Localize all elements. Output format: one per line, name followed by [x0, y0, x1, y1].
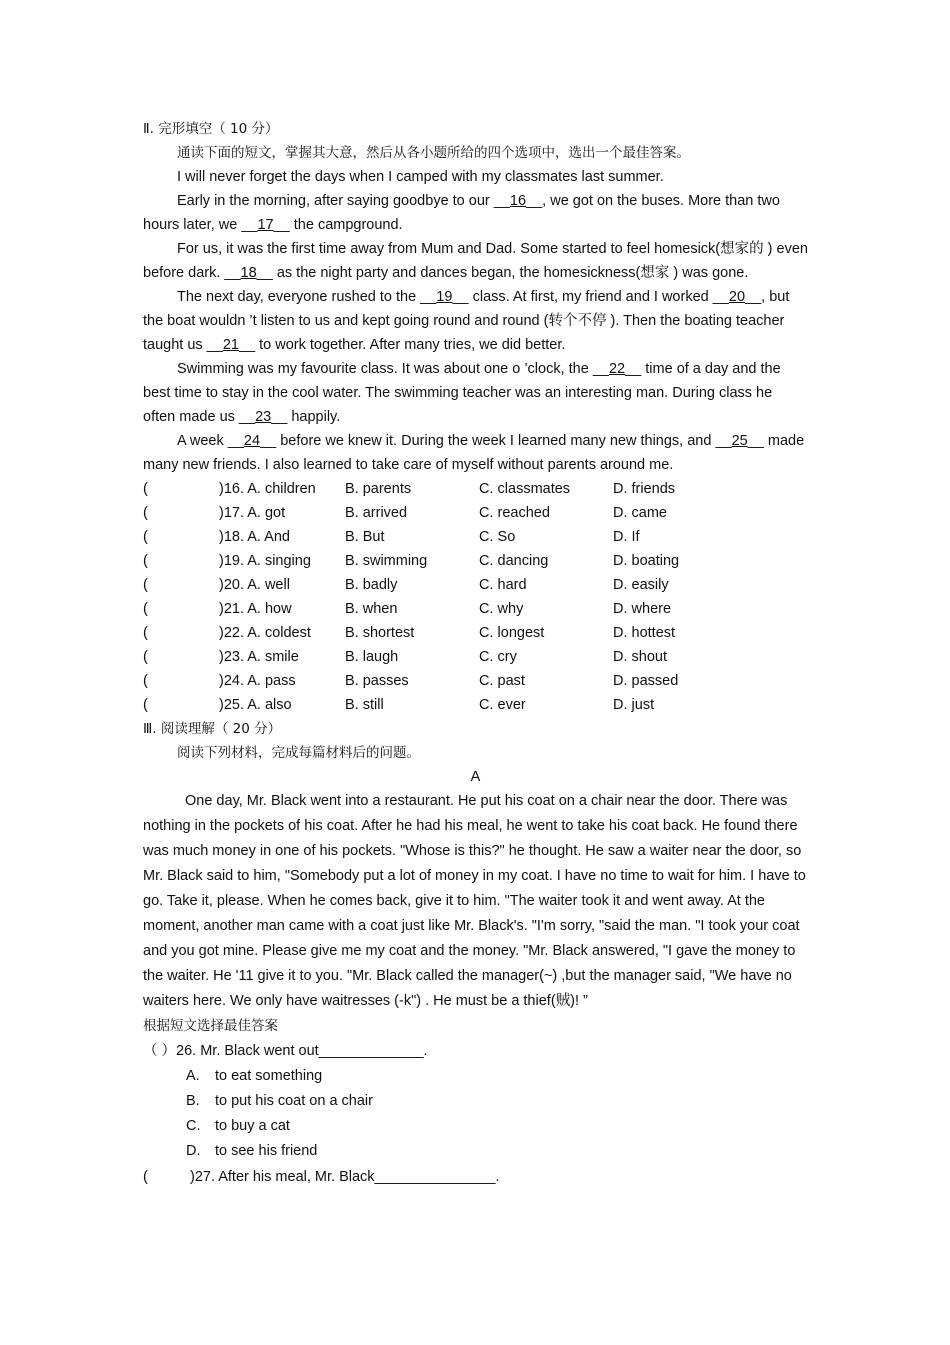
question-row-18	[143, 525, 808, 549]
option-c: C. dancing	[479, 553, 549, 569]
option-b: B. parents	[345, 481, 412, 497]
question-26-stem: （ ）26. Mr. Black went out_____________.	[143, 1043, 428, 1059]
blank-24: 24	[243, 433, 261, 449]
option-c: C. longest	[479, 625, 545, 641]
passage-label: A	[470, 769, 481, 785]
option-b: B. still	[345, 697, 384, 713]
option-c: C. So	[479, 529, 516, 545]
option-b: B. But	[345, 529, 385, 545]
blank-18: 18	[240, 265, 257, 281]
blank-20: 20	[728, 289, 746, 305]
option-c: C. classmates	[479, 481, 571, 497]
option-b: B. when	[345, 601, 398, 617]
option-d: D. shout	[613, 649, 667, 665]
option-letter: D.	[186, 1143, 201, 1159]
answer-paren[interactable]: (	[143, 577, 148, 593]
option-b: B. badly	[345, 577, 398, 593]
option-a: )22. A. coldest	[219, 625, 311, 641]
text-run: __ before we knew it. During the week I learned many new things, and __	[260, 433, 732, 449]
text-run: __ the campground.	[273, 217, 403, 233]
question-row-19	[143, 549, 808, 573]
question-row-25	[143, 693, 808, 717]
option-text: to see his friend	[215, 1143, 318, 1159]
question-intro: 根据短文选择最佳答案	[143, 1018, 278, 1034]
text-run: __, but the boat wouldn ’t listen to us and kept going round and round (转个不停 ). Then the boating teacher taught us __	[143, 289, 790, 353]
answer-paren[interactable]: (	[143, 481, 148, 497]
section2-instruction: 通读下面的短文，掌握其大意，然后从各小题所给的四个选项中，选出一个最佳答案。	[177, 145, 690, 161]
worksheet-content	[143, 117, 808, 1190]
option-c: C. reached	[479, 505, 550, 521]
option-text: to put his coat on a chair	[215, 1093, 373, 1109]
question-27-row	[143, 1164, 808, 1190]
option-a: )17. A. got	[219, 505, 286, 521]
blank-25: 25	[731, 433, 748, 449]
text-run: __ as the night party and dances began, the homesickness(想家 ) was gone.	[256, 265, 749, 281]
question-27-stem: )27. After his meal, Mr. Black_______________.	[190, 1169, 500, 1185]
option-b: B. laugh	[345, 649, 399, 665]
option-a: )23. A. smile	[219, 649, 299, 665]
blank-17: 17	[257, 217, 274, 233]
question-26-option-d[interactable]	[143, 1139, 808, 1164]
text-run: __ time of a day and the best time to stay in the cool water. The swimming teacher was an interesting man. During class he often made us __	[143, 361, 781, 425]
answer-paren[interactable]: (	[143, 553, 148, 569]
cloze-paragraph-5	[143, 357, 808, 429]
option-d: D. boating	[613, 553, 680, 569]
question-row-16	[143, 477, 808, 501]
option-b: B. swimming	[345, 553, 428, 569]
question-26-option-a[interactable]	[143, 1064, 808, 1089]
option-b: B. arrived	[345, 505, 408, 521]
text-run: The next day, everyone rushed to the __	[177, 289, 437, 305]
section3-instruction: 阅读下列材料，完成每篇材料后的问题。	[177, 745, 420, 761]
option-a: )20. A. well	[219, 577, 290, 593]
text-run: __ happily.	[271, 409, 341, 425]
option-d: D. passed	[613, 673, 679, 689]
option-letter: A.	[186, 1068, 200, 1084]
option-b: B. passes	[345, 673, 409, 689]
option-a: )19. A. singing	[219, 553, 311, 569]
text-run: __ made many new friends. I also learned to take care of myself without parents around me.	[143, 433, 805, 473]
option-letter: B.	[186, 1093, 200, 1109]
option-a: )21. A. how	[219, 601, 292, 617]
question-row-24	[143, 669, 808, 693]
section2-title: Ⅱ. 完形填空（ 10 分）	[143, 121, 279, 137]
text-run: __, we got on the buses. More than two hours later, we __	[143, 193, 780, 233]
option-d: D. friends	[613, 481, 676, 497]
option-c: C. cry	[479, 649, 517, 665]
question-row-22	[143, 621, 808, 645]
blank-19: 19	[436, 289, 453, 305]
section3-title: Ⅲ. 阅读理解（ 20 分）	[143, 721, 282, 737]
question-26-option-c[interactable]	[143, 1114, 808, 1139]
option-a: )16. A. children	[219, 481, 316, 497]
option-b: B. shortest	[345, 625, 415, 641]
text-run: For us, it was the first time away from Mum and Dad. Some started to feel homesick(想家的 ) even before dark. __	[143, 241, 808, 281]
option-a: )24. A. pass	[219, 673, 296, 689]
blank-21: 21	[222, 337, 239, 353]
option-d: D. just	[613, 697, 655, 713]
answer-paren[interactable]: (	[143, 625, 148, 641]
answer-paren[interactable]: (	[143, 1169, 148, 1185]
question-row-20	[143, 573, 808, 597]
text-run: __ to work together. After many tries, we did better.	[238, 337, 566, 353]
text-run: Swimming was my favourite class. It was about one o ’clock, the __	[177, 361, 609, 377]
question-row-23	[143, 645, 808, 669]
blank-23: 23	[255, 409, 272, 425]
blank-22: 22	[608, 361, 626, 377]
option-c: C. ever	[479, 697, 526, 713]
cloze-paragraph-4	[143, 285, 808, 357]
cloze-paragraph-6	[143, 429, 808, 477]
cloze-paragraph-3	[143, 237, 808, 285]
text-run: Early in the morning, after saying goodbye to our __	[177, 193, 510, 209]
blank-16: 16	[509, 193, 527, 209]
question-row-21	[143, 597, 808, 621]
answer-paren[interactable]: (	[143, 697, 148, 713]
option-letter: C.	[186, 1118, 201, 1134]
text-run: A week __	[177, 433, 244, 449]
question-26-option-b[interactable]	[143, 1089, 808, 1114]
option-d: D. easily	[613, 577, 669, 593]
text-run: __ class. At first, my friend and I worked __	[452, 289, 729, 305]
cloze-paragraph-1: I will never forget the days when I camped with my classmates last summer.	[177, 169, 664, 185]
option-c: C. hard	[479, 577, 527, 593]
answer-paren[interactable]: (	[143, 505, 148, 521]
option-text: to buy a cat	[215, 1118, 290, 1134]
option-d: D. hottest	[613, 625, 676, 641]
answer-paren[interactable]: (	[143, 529, 148, 545]
answer-paren[interactable]: (	[143, 601, 148, 617]
cloze-paragraph-2	[143, 189, 808, 237]
option-d: D. If	[613, 529, 640, 545]
answer-paren[interactable]: (	[143, 649, 148, 665]
option-a: )25. A. also	[219, 697, 292, 713]
option-a: )18. A. And	[219, 529, 290, 545]
option-text: to eat something	[215, 1068, 323, 1084]
option-d: D. came	[613, 505, 667, 521]
option-c: C. past	[479, 673, 525, 689]
cloze-question-list	[143, 477, 808, 717]
option-d: D. where	[613, 601, 672, 617]
question-row-17	[143, 501, 808, 525]
option-c: C. why	[479, 601, 524, 617]
answer-paren[interactable]: (	[143, 673, 148, 689]
reading-passage-a: One day, Mr. Black went into a restaurant. He put his coat on a chair near the door. There was nothing in the pockets of his coat. After he had his meal, he went to take his coat back. He found there was much money in one of his pockets. "Whose is this?" he thought. He saw a waiter near the door, so Mr. Black said to him, "Somebody put a lot of money in my coat. I have no time to wait for him. I have to go. Take it, please. When he comes back, give it to him. "The waiter took it and went away. At the moment, another man came with a coat just like Mr. Black's. "I'm sorry, "said the man. "I took your coat and you got mine. Please give me my coat and the money. "Mr. Black answered, "I gave the money to the waiter. He '11 give it to you. "Mr. Black called the manager(~) ,but the manager said, "We have no waiters here. We only have waitresses (-k") . He must be a thief(贼)! ”	[143, 793, 806, 1009]
